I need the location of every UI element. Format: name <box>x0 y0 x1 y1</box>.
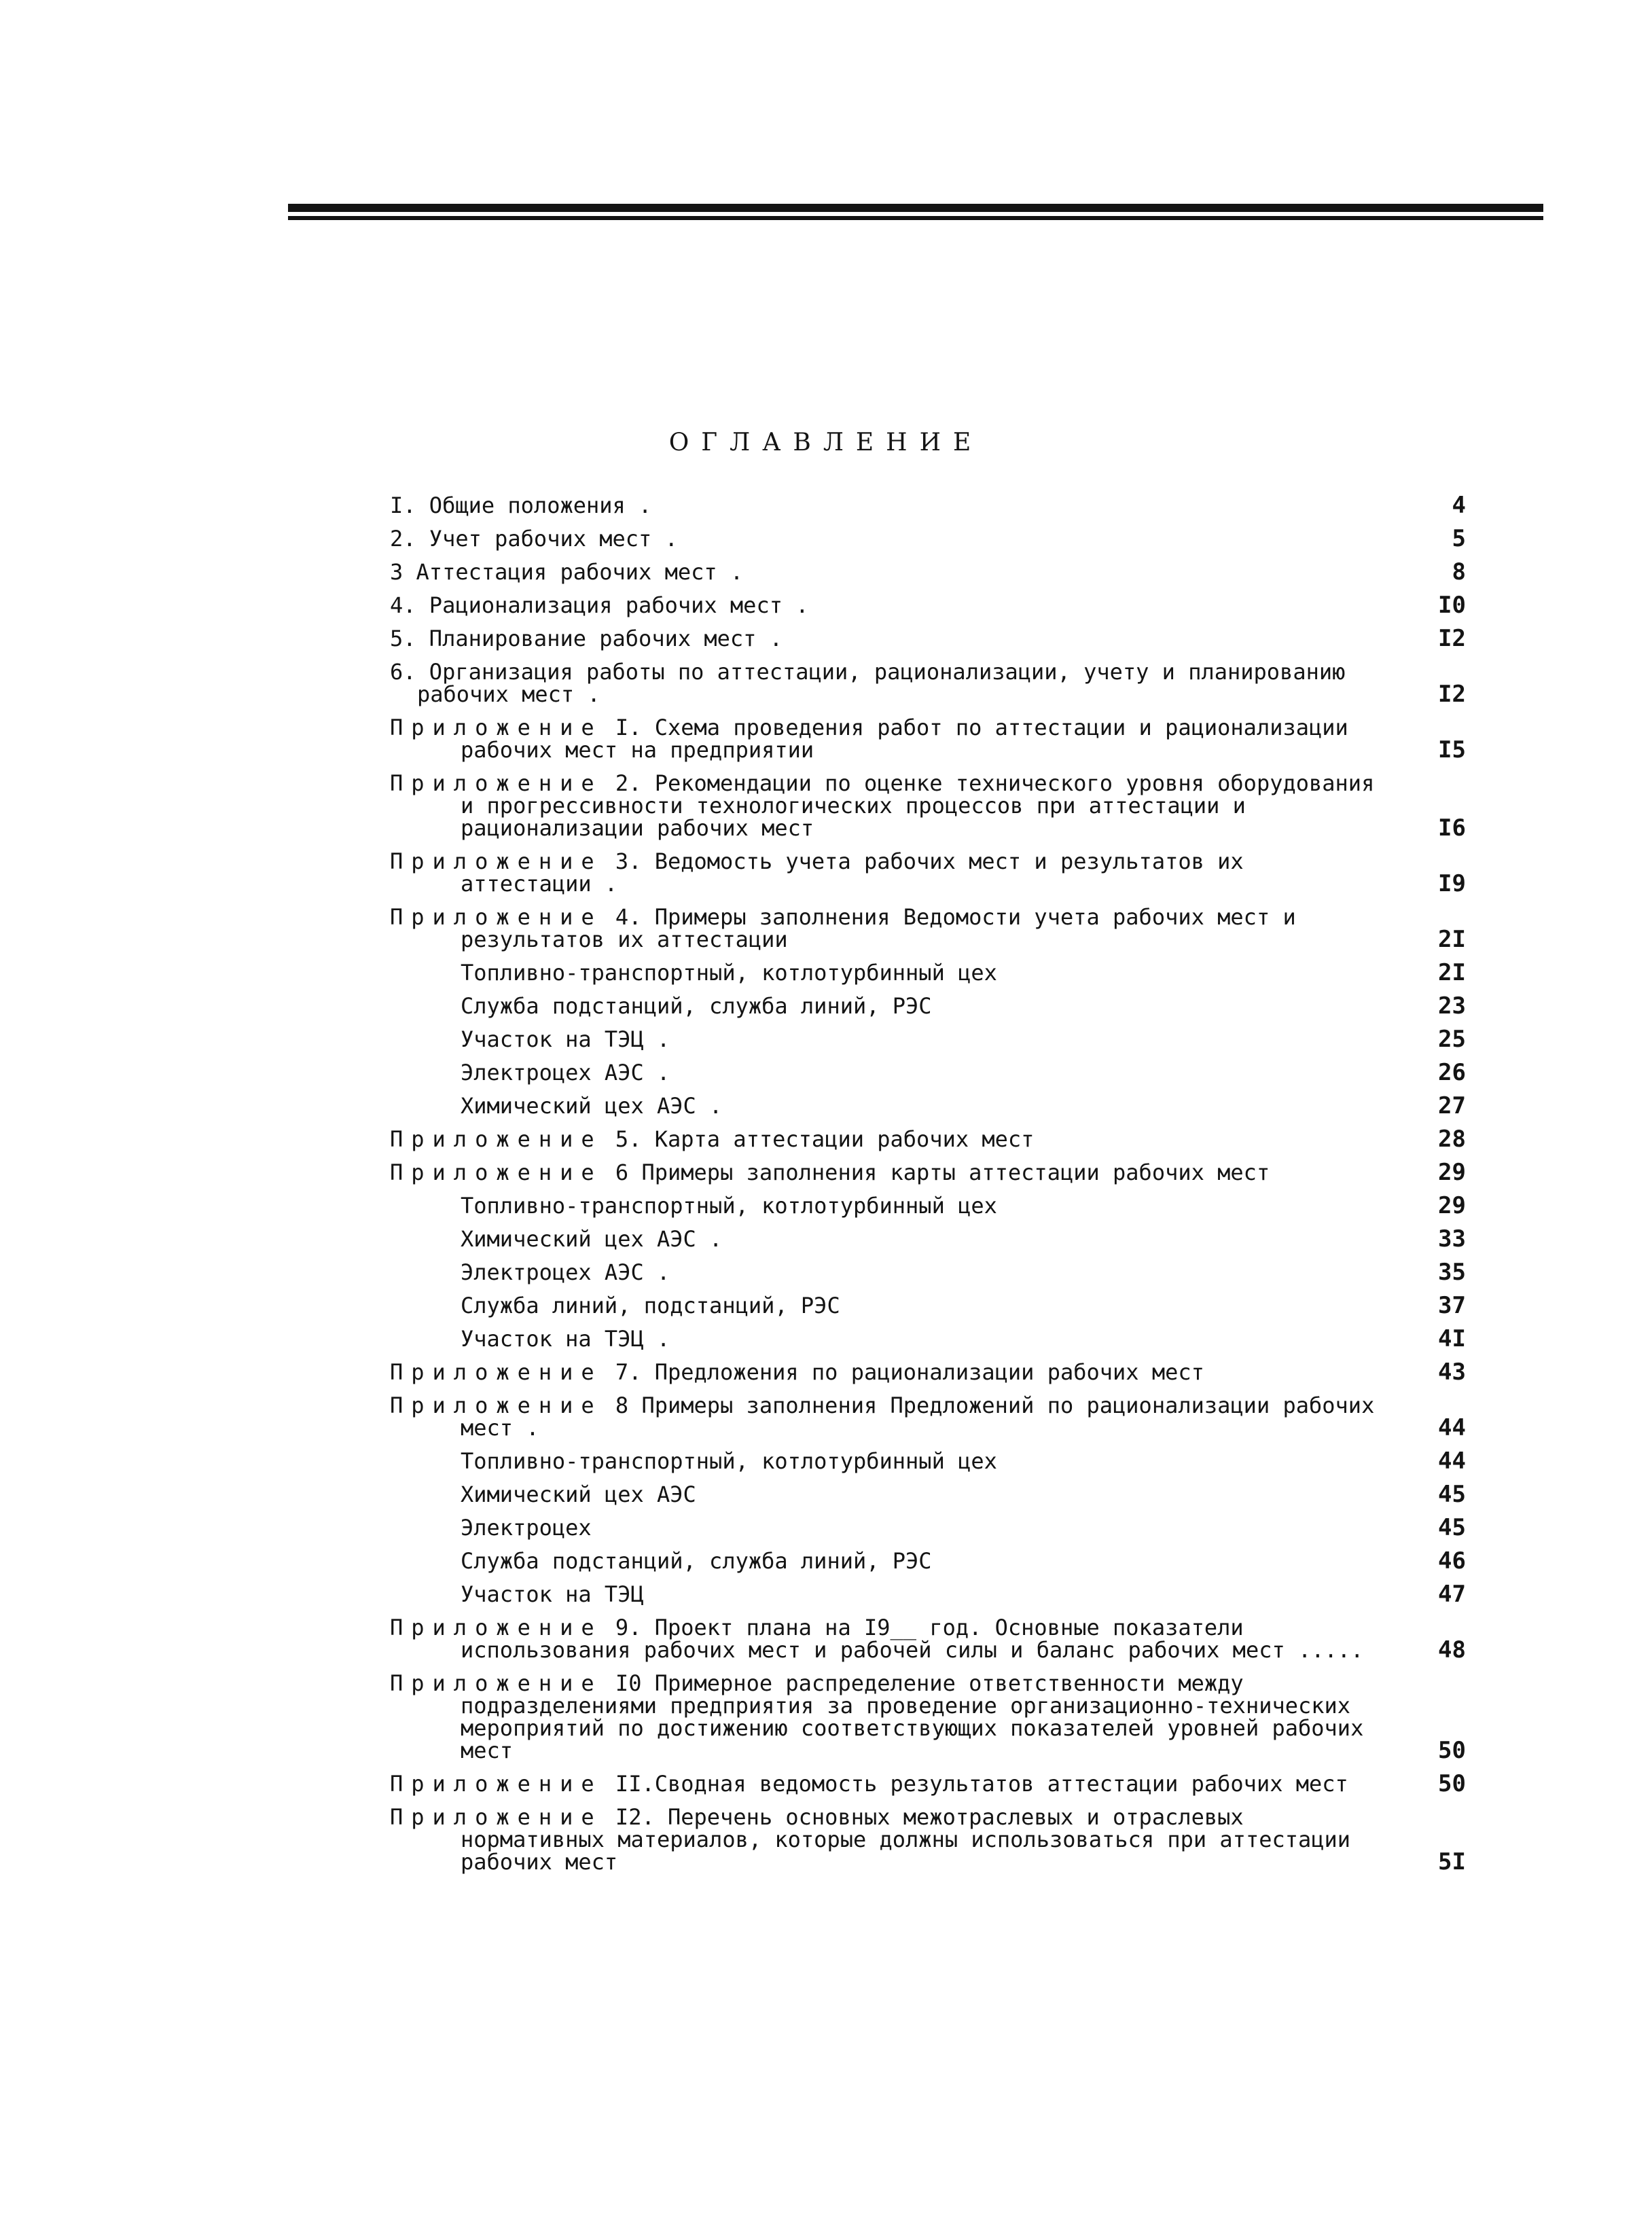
toc-entry-text <box>390 1195 1425 1217</box>
page-number: 28 <box>1438 1126 1466 1153</box>
toc-subentry[interactable] <box>390 1323 1466 1356</box>
page-number: 23 <box>1438 992 1466 1020</box>
appendix-label: Приложение <box>390 1670 603 1696</box>
page-number: 4 <box>1452 492 1466 519</box>
entry-title: Химический цех АЭС . <box>461 1226 723 1252</box>
page-number: I9 <box>1438 870 1466 897</box>
toc-entry-text <box>390 1128 1425 1151</box>
toc-entry-text <box>390 1261 1425 1284</box>
toc-subentry[interactable] <box>390 1223 1466 1256</box>
page-number: 50 <box>1438 1737 1466 1764</box>
toc-subentry[interactable] <box>390 1090 1466 1123</box>
entry-title: Топливно-транспортный, котлотурбинный цех <box>461 1448 997 1474</box>
toc-entry[interactable] <box>390 522 1466 556</box>
page-number: 43 <box>1438 1359 1466 1386</box>
toc-entry-text <box>390 1062 1425 1084</box>
entry-title: I2. Перечень основных межотраслевых и отраслевых нормативных материалов, которые должны использоваться при аттестации рабочих мест <box>461 1804 1351 1875</box>
page-number: 5I <box>1438 1848 1466 1875</box>
toc-entry-text <box>390 717 1425 761</box>
toc-entry-text <box>390 1392 1425 1441</box>
toc-subentry[interactable] <box>390 1056 1466 1090</box>
page-number: 50 <box>1438 1770 1466 1797</box>
toc-subentry[interactable] <box>390 1189 1466 1223</box>
header-rule-thick <box>288 204 1543 212</box>
page-number: 44 <box>1438 1448 1466 1475</box>
toc-subentry[interactable] <box>390 1545 1466 1578</box>
page-number: 44 <box>1438 1414 1466 1441</box>
appendix-label: Приложение <box>390 1359 603 1385</box>
page-number: I5 <box>1438 736 1466 763</box>
page-number: 25 <box>1438 1026 1466 1053</box>
entry-title: Участок на ТЭЦ . <box>461 1026 670 1052</box>
entry-title: Участок на ТЭЦ <box>461 1581 644 1607</box>
toc-entry[interactable] <box>390 489 1466 522</box>
toc-entry[interactable] <box>390 1767 1466 1801</box>
entry-title: Участок на ТЭЦ . <box>461 1326 670 1352</box>
page-number: 2I <box>1438 959 1466 986</box>
toc-entry[interactable] <box>390 589 1466 622</box>
page-number: 29 <box>1438 1159 1466 1186</box>
toc-entry-text <box>390 1162 1425 1184</box>
entry-title: Планирование рабочих мест . <box>429 626 783 651</box>
entry-title: 5. Карта аттестации рабочих мест <box>615 1126 1035 1152</box>
toc-entry-text <box>390 772 1425 840</box>
toc-entry[interactable] <box>390 845 1466 901</box>
toc-subentry[interactable] <box>390 1511 1466 1545</box>
entry-title: 4. Примеры заполнения Ведомости учета рабочих мест и результатов их аттестации <box>461 904 1296 952</box>
appendix-label: Приложение <box>390 848 603 874</box>
section-number: 6. <box>390 659 416 685</box>
toc-entry-text <box>390 1806 1425 1873</box>
entry-title: 7. Предложения по рационализации рабочих мест <box>615 1359 1204 1385</box>
section-number: 5. <box>390 626 416 651</box>
toc-subentry[interactable] <box>390 1445 1466 1478</box>
header-rule-thin <box>288 216 1543 220</box>
appendix-label: Приложение <box>390 1126 603 1152</box>
toc-entry-text <box>390 850 1425 895</box>
toc-entry[interactable] <box>390 901 1466 956</box>
entry-title: Топливно-транспортный, котлотурбинный цех <box>461 1193 997 1219</box>
toc-entry[interactable] <box>390 1356 1466 1389</box>
toc-entry-text <box>390 1481 1425 1507</box>
toc-entry-text <box>390 1228 1425 1251</box>
entry-title: 2. Рекомендации по оценке технического уровня оборудования и прогрессивности технологических процессов при аттестации и рационализации рабочих мест <box>461 770 1375 841</box>
entry-title: II.Сводная ведомость результатов аттестации рабочих мест <box>615 1771 1348 1797</box>
toc-subentry[interactable] <box>390 1578 1466 1611</box>
toc-subentry[interactable] <box>390 1023 1466 1056</box>
toc-entry[interactable] <box>390 556 1466 589</box>
toc-entry[interactable] <box>390 711 1466 767</box>
entry-title: Служба подстанций, служба линий, РЭС <box>461 993 932 1019</box>
toc-entry[interactable] <box>390 767 1466 845</box>
page-number: I2 <box>1438 625 1466 652</box>
toc-entry-text <box>390 594 1425 617</box>
page-number: I0 <box>1438 592 1466 619</box>
page-number: 35 <box>1438 1259 1466 1286</box>
appendix-label: Приложение <box>390 904 603 930</box>
toc-entry-text <box>390 1550 1425 1573</box>
page-number: 5 <box>1452 525 1466 552</box>
appendix-label: Приложение <box>390 1771 603 1797</box>
toc-entry[interactable] <box>390 655 1466 711</box>
page-number: 33 <box>1438 1225 1466 1253</box>
page-number: 27 <box>1438 1092 1466 1119</box>
page-number: 26 <box>1438 1059 1466 1086</box>
entry-title: Общие положения . <box>429 492 652 518</box>
entry-title: Учет рабочих мест . <box>429 526 678 552</box>
toc-subentry[interactable] <box>390 956 1466 990</box>
toc-subentry[interactable] <box>390 1478 1466 1511</box>
entry-title: 8 Примеры заполнения Предложений по рационализации рабочих мест . <box>461 1392 1375 1441</box>
entry-title: Служба линий, подстанций, РЭС <box>461 1293 840 1318</box>
page-number: 47 <box>1438 1581 1466 1608</box>
toc-entry-text <box>390 561 1425 583</box>
section-number: 2. <box>390 526 416 552</box>
toc-entry[interactable] <box>390 1156 1466 1189</box>
appendix-label: Приложение <box>390 1615 603 1640</box>
toc-entry-text <box>390 1450 1425 1473</box>
appendix-label: Приложение <box>390 770 603 796</box>
table-of-contents <box>390 489 1466 1879</box>
toc-entry[interactable] <box>390 1801 1466 1879</box>
toc-entry[interactable] <box>390 622 1466 655</box>
page-number: 29 <box>1438 1192 1466 1219</box>
toc-entry-text <box>390 492 1425 518</box>
section-number: I. <box>390 492 416 518</box>
page-number: 2I <box>1438 926 1466 953</box>
toc-entry[interactable] <box>390 1389 1466 1445</box>
entry-title: Организация работы по аттестации, рационализации, учету и планированию рабочих мест . <box>417 659 1346 707</box>
page-number: 46 <box>1438 1547 1466 1575</box>
appendix-label: Приложение <box>390 1804 603 1830</box>
entry-title: Электроцех АЭС . <box>461 1060 670 1085</box>
entry-title: Аттестация рабочих мест . <box>416 559 744 585</box>
section-number: 3 <box>390 559 403 585</box>
toc-entry-text <box>390 1295 1425 1317</box>
entry-title: Химический цех АЭС . <box>461 1093 723 1119</box>
page-number: 45 <box>1438 1481 1466 1508</box>
page-number: 48 <box>1438 1636 1466 1664</box>
toc-subentry[interactable] <box>390 1256 1466 1289</box>
toc-entry-text <box>390 628 1425 650</box>
entry-title: I. Схема проведения работ по аттестации и рационализации рабочих мест на предприятии <box>461 715 1348 763</box>
entry-title: Топливно-транспортный, котлотурбинный цех <box>461 960 997 986</box>
entry-title: Служба подстанций, служба линий, РЭС <box>461 1548 932 1574</box>
entry-title: Электроцех АЭС . <box>461 1259 670 1285</box>
appendix-label: Приложение <box>390 1160 603 1185</box>
appendix-label: Приложение <box>390 715 603 740</box>
toc-entry-text <box>390 1028 1425 1051</box>
page-title: ОГЛАВЛЕНИЕ <box>668 429 984 456</box>
page-number: I2 <box>1438 681 1466 708</box>
toc-entry-text <box>390 1672 1425 1762</box>
entry-title: Химический цех АЭС <box>461 1481 696 1507</box>
appendix-label: Приложение <box>390 1392 603 1418</box>
toc-entry-text <box>390 962 1425 984</box>
toc-entry-text <box>390 1328 1425 1350</box>
entry-title: Электроцех <box>461 1515 592 1541</box>
page-number: I6 <box>1438 814 1466 842</box>
toc-entry-text <box>390 1583 1425 1606</box>
toc-subentry[interactable] <box>390 1289 1466 1323</box>
page-number: 45 <box>1438 1514 1466 1541</box>
toc-entry-text <box>390 906 1425 951</box>
entry-title: 6 Примеры заполнения карты аттестации рабочих мест <box>615 1160 1270 1185</box>
entry-title: I0 Примерное распределение ответственности между подразделениями предприятия за проведение организационно-технических мероприятий по достижению соответствующих показателей уровней рабочих мест <box>461 1670 1364 1763</box>
toc-subentry[interactable] <box>390 990 1466 1023</box>
toc-entry-text <box>390 1617 1425 1661</box>
entry-title: 9. Проект плана на I9__ год. Основные показатели использования рабочих мест и рабочей силы и баланс рабочих мест ..... <box>461 1615 1364 1663</box>
section-number: 4. <box>390 592 416 618</box>
page-number: 8 <box>1452 558 1466 586</box>
toc-entry-text <box>390 1361 1425 1384</box>
toc-entry-text <box>390 528 1425 550</box>
toc-entry-text <box>390 1095 1425 1117</box>
toc-entry[interactable] <box>390 1611 1466 1667</box>
entry-title: Рационализация рабочих мест . <box>429 592 809 618</box>
toc-entry-text <box>390 995 1425 1018</box>
toc-entry-text <box>390 1517 1425 1539</box>
toc-entry[interactable] <box>390 1667 1466 1767</box>
toc-entry-text <box>390 661 1425 706</box>
toc-entry[interactable] <box>390 1123 1466 1156</box>
entry-title: 3. Ведомость учета рабочих мест и результатов их аттестации . <box>461 848 1244 897</box>
toc-entry-text <box>390 1773 1425 1795</box>
page-number: 37 <box>1438 1292 1466 1319</box>
page-number: 4I <box>1438 1325 1466 1352</box>
